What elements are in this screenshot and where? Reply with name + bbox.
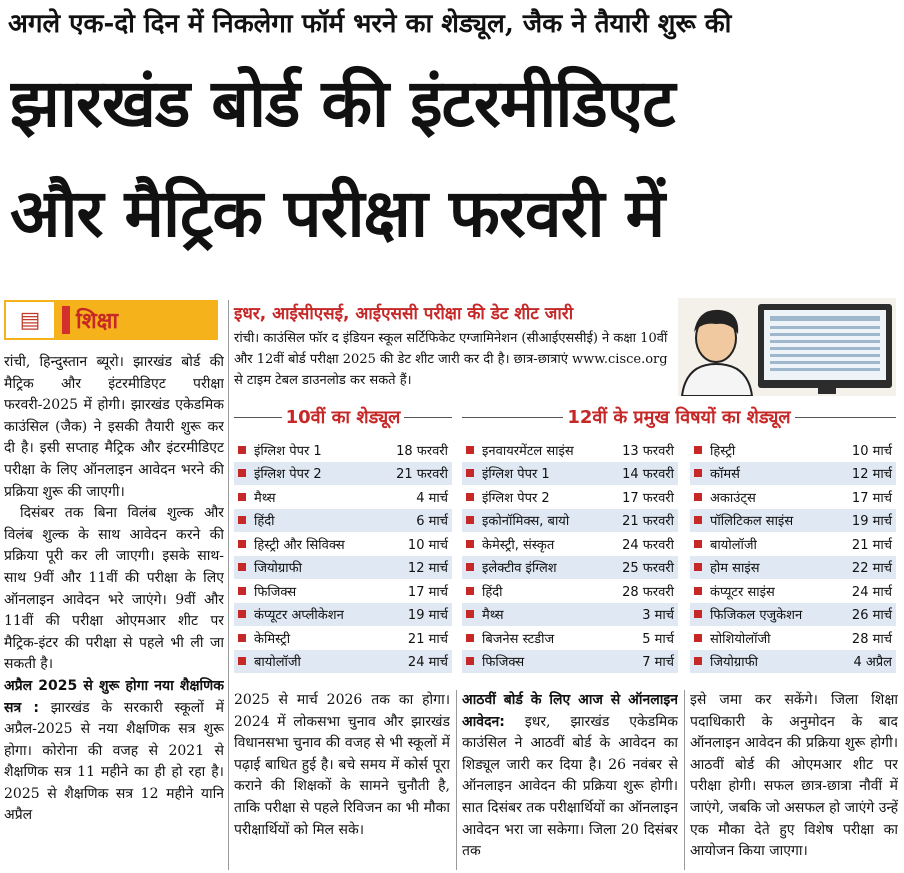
row-date: 21 मार्च bbox=[407, 631, 448, 647]
schedule-row bbox=[690, 603, 896, 627]
row-subject: बिजनेस स्टडीज bbox=[482, 631, 555, 647]
bullet-square-icon bbox=[694, 516, 702, 524]
row-subject: कंप्यूटर अप्लीकेशन bbox=[254, 608, 344, 624]
schedule-row bbox=[690, 650, 896, 674]
row-subject: बायोलॉजी bbox=[254, 655, 301, 671]
row-subject: जियोग्राफी bbox=[710, 655, 759, 671]
bullet-square-icon bbox=[238, 540, 246, 548]
schedule-row bbox=[462, 438, 678, 462]
schedule-row bbox=[462, 603, 678, 627]
row-subject: सोशियोलॉजी bbox=[710, 631, 771, 647]
row-subject: होम साइंस bbox=[710, 561, 760, 577]
bullet-square-icon bbox=[694, 563, 702, 571]
schedule-row bbox=[462, 485, 678, 509]
bullet-square-icon bbox=[238, 657, 246, 665]
row-subject: इकोनॉमिक्स, बायो bbox=[482, 514, 570, 530]
books-icon: ▤ bbox=[4, 300, 56, 340]
header-rule bbox=[234, 417, 282, 418]
row-date: 12 मार्च bbox=[407, 561, 448, 577]
column-divider bbox=[228, 300, 229, 870]
headline-line-1: झारखंड बोर्ड की इंटरमीडिएट bbox=[10, 65, 675, 142]
row-date: 25 फरवरी bbox=[622, 561, 674, 577]
row-date: 10 मार्च bbox=[407, 537, 448, 553]
row-subject: फिजिक्स bbox=[254, 584, 297, 600]
left-para-1: रांची, हिन्दुस्तान ब्यूरो। झारखंड बोर्ड की मैट्रिक और इंटरमीडिएट परीक्षा फरवरी-2025 में होगी। झारखंड एकेडमिक काउंसिल (जैक) ने इसकी तैयारी शुरू कर दी है। इसी सप्ताह मैट्रिक और इंटरमीडिएट परीक्षा के लिए ऑनलाइन आवेदन भरने की प्रक्रिया शुरू की जाएगी। bbox=[4, 354, 224, 500]
row-subject: मैथ्स bbox=[482, 608, 504, 624]
bullet-square-icon bbox=[238, 587, 246, 595]
row-date: 28 फरवरी bbox=[622, 584, 674, 600]
header-rule bbox=[795, 417, 896, 418]
schedule-row bbox=[690, 579, 896, 603]
schedule-row bbox=[234, 462, 452, 486]
schedule-row bbox=[462, 626, 678, 650]
row-date: 7 मार्च bbox=[642, 655, 674, 671]
left-para-3-head: अप्रैल 2025 से शुरू होगा नया शैक्षणिक सत्र : bbox=[4, 677, 224, 716]
bullet-square-icon bbox=[238, 634, 246, 642]
bullet-square-icon bbox=[238, 469, 246, 477]
schedule-12-list-a bbox=[462, 438, 678, 673]
row-date: 12 मार्च bbox=[851, 467, 892, 483]
schedule-row bbox=[234, 603, 452, 627]
schedule-row bbox=[462, 650, 678, 674]
schedule-row bbox=[234, 438, 452, 462]
left-para-2: दिसंबर तक बिना विलंब शुल्क और विलंब शुल्क के साथ आवेदन करने की प्रक्रिया पूरी कर ली जाएगी। इसके साथ-साथ 9वीं और 11वीं की परीक्षा के लिए ऑनलाइन आवेदन भरे जाएंगे। 9वीं और 11वीं की परीक्षा ओएमआर शीट पर मैट्रिक-इंटर की परीक्षा से पहले भी ली जा सकती है। bbox=[4, 505, 224, 673]
schedule-row bbox=[690, 462, 896, 486]
row-subject: हिस्ट्री bbox=[710, 443, 736, 459]
row-subject: पॉलिटिकल साइंस bbox=[710, 514, 794, 530]
row-date: 18 फरवरी bbox=[396, 443, 448, 459]
schedule-10-list bbox=[234, 438, 452, 673]
schedule-row bbox=[234, 532, 452, 556]
bullet-square-icon bbox=[466, 657, 474, 665]
header-rule bbox=[404, 417, 452, 418]
bullet-square-icon bbox=[694, 587, 702, 595]
schedule-row bbox=[690, 509, 896, 533]
row-subject: इंग्लिश पेपर 1 bbox=[482, 467, 550, 483]
bullet-square-icon bbox=[694, 446, 702, 454]
tag-bar bbox=[62, 306, 70, 334]
row-date: 24 मार्च bbox=[407, 655, 448, 671]
column-2-text: 2025 से मार्च 2026 तक का होगा। 2024 में लोकसभा चुनाव और झारखंड विधानसभा चुनाव की वजह से भी स्कूलों में पढ़ाई बाधित हुई है। बचे समय में कोर्स पूरा कराने की शिक्षकों के सामने चुनौती है, ताकि परीक्षा से पहले रिविजन का भी मौका परीक्षार्थियों को मिल सके। bbox=[234, 692, 450, 838]
row-subject: कंप्यूटर साइंस bbox=[710, 584, 775, 600]
column-divider bbox=[456, 690, 457, 870]
row-subject: इलेक्टीव इंग्लिश bbox=[482, 561, 557, 577]
bullet-square-icon bbox=[238, 493, 246, 501]
section-tag bbox=[4, 300, 218, 340]
column-3-para bbox=[462, 690, 678, 863]
row-date: 3 मार्च bbox=[642, 608, 674, 624]
schedule-row bbox=[462, 462, 678, 486]
row-date: 17 मार्च bbox=[407, 584, 448, 600]
header-rule bbox=[462, 417, 563, 418]
bullet-square-icon bbox=[466, 563, 474, 571]
bullet-square-icon bbox=[466, 493, 474, 501]
left-para-3-text: झारखंड के सरकारी स्कूलों में अप्रैल-2025 से नया शैक्षणिक सत्र शुरू होगा। कोरोना की वजह से 2021 से शैक्षणिक सत्र 11 महीने का ही हो रहा है। 2025 से शैक्षणिक सत्र 12 महीने यानि अप्रैल bbox=[4, 699, 224, 824]
row-date: 14 फरवरी bbox=[622, 467, 674, 483]
bullet-square-icon bbox=[466, 446, 474, 454]
row-date: 17 फरवरी bbox=[622, 490, 674, 506]
schedule-12-header bbox=[462, 404, 896, 430]
row-subject: मैथ्स bbox=[254, 490, 276, 506]
bullet-square-icon bbox=[694, 469, 702, 477]
row-subject: हिस्ट्री और सिविक्स bbox=[254, 537, 345, 553]
bullet-square-icon bbox=[466, 587, 474, 595]
schedule-row bbox=[234, 650, 452, 674]
row-date: 24 मार्च bbox=[851, 584, 892, 600]
schedule-12-list-b bbox=[690, 438, 896, 673]
headline-line-2: और मैट्रिक परीक्षा फरवरी में bbox=[10, 175, 665, 252]
schedule-row bbox=[234, 509, 452, 533]
schedule-row bbox=[234, 626, 452, 650]
kicker-headline: अगले एक-दो दिन में निकलेगा फॉर्म भरने का शेड्यूल, जैक ने तैयारी शुरू की bbox=[8, 9, 732, 39]
bullet-square-icon bbox=[238, 516, 246, 524]
row-date: 4 मार्च bbox=[416, 490, 448, 506]
column-3-head: आठवीं बोर्ड के लिए आज से ऑनलाइन आवेदन: bbox=[462, 692, 678, 730]
row-subject: केमिस्ट्री bbox=[254, 631, 291, 647]
row-subject: इंग्लिश पेपर 2 bbox=[482, 490, 550, 506]
cisce-title: इधर, आईसीएसई, आईएससी परीक्षा की डेट शीट जारी bbox=[234, 304, 574, 324]
row-date: 21 मार्च bbox=[851, 537, 892, 553]
bullet-square-icon bbox=[466, 634, 474, 642]
schedule-row bbox=[690, 626, 896, 650]
row-date: 28 मार्च bbox=[851, 631, 892, 647]
bullet-square-icon bbox=[694, 493, 702, 501]
row-date: 13 फरवरी bbox=[622, 443, 674, 459]
schedule-row bbox=[690, 532, 896, 556]
row-subject: अकाउंट्स bbox=[710, 490, 756, 506]
left-column-article bbox=[4, 352, 224, 870]
column-4-text: इसे जमा कर सकेंगे। जिला शिक्षा पदाधिकारी के अनुमोदन के बाद ऑनलाइन आवेदन की प्रक्रिया शुरू होगी। आठवीं बोर्ड की ओएमआर शीट पर परीक्षा होगी। सफल छात्र-छात्रा नौवीं में जाएंगे, जबकि जो असफल हो जाएंगे उन्हें एक मौका देते हुए विशेष परीक्षा का आयोजन किया जाएगा। bbox=[690, 692, 898, 860]
row-subject: इंग्लिश पेपर 1 bbox=[254, 443, 322, 459]
row-date: 26 मार्च bbox=[851, 608, 892, 624]
bullet-square-icon bbox=[466, 469, 474, 477]
row-date: 19 मार्च bbox=[407, 608, 448, 624]
bullet-square-icon bbox=[466, 610, 474, 618]
schedule-row bbox=[462, 579, 678, 603]
row-date: 24 फरवरी bbox=[622, 537, 674, 553]
row-date: 21 फरवरी bbox=[396, 467, 448, 483]
schedule-10-header bbox=[234, 404, 452, 430]
schedule-12-title: 12वीं के प्रमुख विषयों का शेड्यूल bbox=[567, 407, 791, 428]
row-subject: फिजिकल एजुकेशन bbox=[710, 608, 803, 624]
section-label: शिक्षा bbox=[76, 309, 119, 334]
bullet-square-icon bbox=[466, 516, 474, 524]
cisce-text: रांची। काउंसिल फॉर द इंडियन स्कूल सर्टिफिकेट एग्जामिनेशन (सीआईएससीई) ने कक्षा 10वीं और 12वीं बोर्ड परीक्षा 2025 की डेट शीट जारी कर दी है। छात्र-छात्राएं www.cisce.org से टाइम टेबल डाउनलोड कर सकते हैं। bbox=[234, 331, 668, 388]
row-subject: इंग्लिश पेपर 2 bbox=[254, 467, 322, 483]
bullet-square-icon bbox=[694, 610, 702, 618]
bullet-square-icon bbox=[694, 634, 702, 642]
bullet-square-icon bbox=[238, 610, 246, 618]
row-subject: हिंदी bbox=[254, 514, 275, 530]
row-date: 5 मार्च bbox=[642, 631, 674, 647]
row-date: 10 मार्च bbox=[851, 443, 892, 459]
schedule-10-title: 10वीं का शेड्यूल bbox=[285, 407, 401, 428]
bullet-square-icon bbox=[466, 540, 474, 548]
bullet-square-icon bbox=[694, 540, 702, 548]
schedule-row bbox=[690, 485, 896, 509]
bullet-square-icon bbox=[238, 446, 246, 454]
bullet-square-icon bbox=[694, 657, 702, 665]
row-date: 17 मार्च bbox=[851, 490, 892, 506]
schedule-row bbox=[234, 485, 452, 509]
schedule-row bbox=[690, 438, 896, 462]
bullet-square-icon bbox=[238, 563, 246, 571]
row-subject: फिजिक्स bbox=[482, 655, 525, 671]
schedule-row bbox=[690, 556, 896, 580]
row-date: 19 मार्च bbox=[851, 514, 892, 530]
row-subject: बायोलॉजी bbox=[710, 537, 757, 553]
schedule-row bbox=[462, 532, 678, 556]
row-date: 21 फरवरी bbox=[622, 514, 674, 530]
row-date: 22 मार्च bbox=[851, 561, 892, 577]
schedule-row bbox=[234, 579, 452, 603]
row-subject: केमेस्ट्री, संस्कृत bbox=[482, 537, 555, 553]
schedule-row bbox=[234, 556, 452, 580]
row-date: 6 मार्च bbox=[416, 514, 448, 530]
row-subject: कॉमर्स bbox=[710, 467, 740, 483]
row-subject: जियोग्राफी bbox=[254, 561, 303, 577]
column-divider bbox=[684, 690, 685, 870]
left-para-3 bbox=[4, 676, 224, 827]
row-date: 4 अप्रैल bbox=[853, 655, 892, 671]
row-subject: इनवायरमेंटल साइंस bbox=[482, 443, 574, 459]
schedule-row bbox=[462, 509, 678, 533]
row-subject: हिंदी bbox=[482, 584, 503, 600]
schedule-row bbox=[462, 556, 678, 580]
column-3-article bbox=[462, 690, 678, 870]
student-computer-illustration bbox=[678, 298, 896, 396]
column-3-text: इधर, झारखंड एकेडमिक काउंसिल ने आठवीं बोर्ड के आवेदन का शिड्यूल जारी कर दिया है। 26 नवंबर से ऑनलाइन आवेदन की प्रक्रिया शुरू होगी। सात दिसंबर तक परीक्षार्थियों का ऑनलाइन आवेदन भरा जा सकेगा। जिला 20 दिसंबर तक bbox=[462, 713, 678, 860]
